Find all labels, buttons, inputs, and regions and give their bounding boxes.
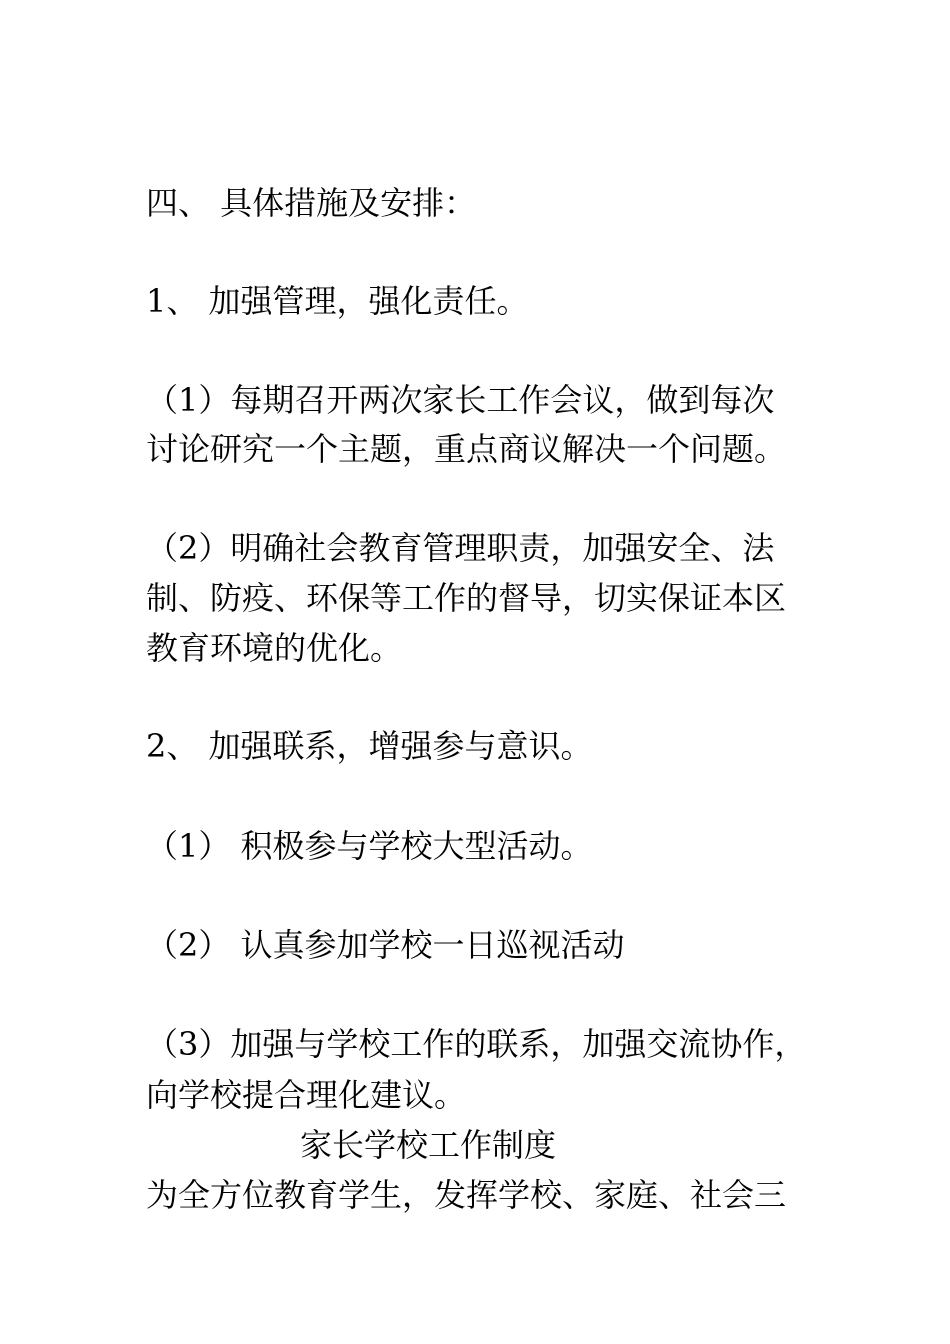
next-section-title: 家长学校工作制度 (300, 1126, 557, 1164)
item2-heading: 2、 加强联系，增强参与意识。 (146, 727, 593, 765)
section-heading: 四、 具体措施及安排： (146, 184, 477, 222)
item2-sub2: （2） 认真参加学校一日巡视活动 (146, 926, 625, 964)
next-intro-line1: 为全方位教育学生，发挥学校、家庭、社会三 (146, 1176, 787, 1214)
item1-sub1-line2: 讨论研究一个主题，重点商议解决一个问题。 (146, 430, 787, 468)
item1-heading: 1、 加强管理，强化责任。 (146, 282, 529, 320)
item2-sub3-line1: （3）加强与学校工作的联系，加强交流协作， (146, 1025, 807, 1063)
item2-sub3-line2: 向学校提合理化建议。 (146, 1076, 467, 1114)
item1-sub2-line1: （2）明确社会教育管理职责，加强安全、法 (146, 529, 775, 567)
item2-sub1: （1） 积极参与学校大型活动。 (146, 827, 593, 865)
item1-sub1-line1: （1）每期召开两次家长工作会议，做到每次 (146, 381, 775, 419)
item1-sub2-line3: 教育环境的优化。 (146, 629, 403, 667)
item1-sub2-line2: 制、防疫、环保等工作的督导，切实保证本区 (146, 579, 787, 617)
